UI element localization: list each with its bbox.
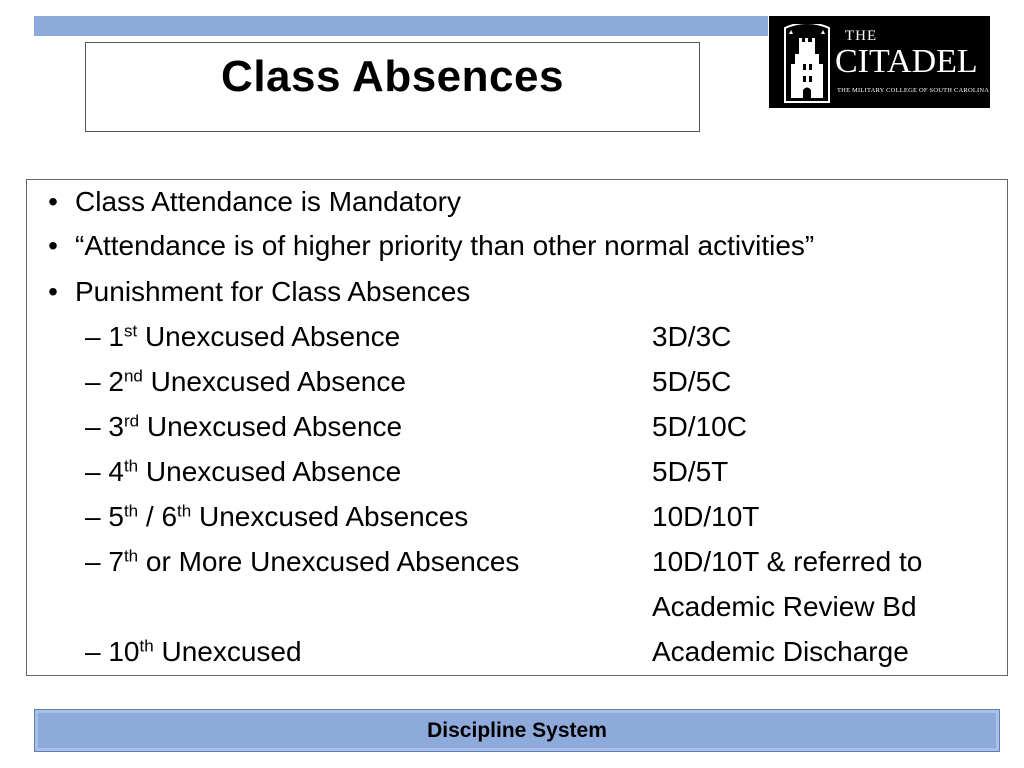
dash-icon: –	[85, 411, 101, 442]
slide-title: Class Absences	[221, 52, 564, 101]
bullet-icon: •	[48, 186, 58, 217]
punishment-label	[85, 413, 402, 441]
offense-text: Unexcused Absence	[142, 366, 406, 397]
ordinal-number: 1	[108, 321, 124, 352]
ordinal-suffix: th	[123, 546, 139, 566]
top-accent-bar	[34, 16, 768, 36]
penalty-text: 5D/10C	[652, 411, 747, 442]
bullet-icon: •	[48, 230, 58, 261]
offense-text: Unexcused Absences	[191, 501, 469, 532]
penalty-text: 5D/5T	[652, 456, 729, 487]
punishment-label	[85, 548, 519, 576]
logo-tagline: THE MILITARY COLLEGE OF SOUTH CAROLINA	[837, 87, 990, 94]
ordinal-number: 7	[108, 546, 124, 577]
dash-icon: –	[85, 501, 101, 532]
ordinal-suffix: st	[123, 321, 138, 341]
dash-icon: –	[85, 636, 101, 667]
footer-label: Discipline System	[427, 718, 607, 742]
ordinal-suffix: th	[139, 636, 154, 656]
ordinal-number: 4	[108, 456, 124, 487]
penalty-text: 5D/5C	[652, 366, 732, 397]
ordinal-number: / 6	[138, 501, 178, 532]
dash-icon: –	[85, 546, 101, 577]
ordinal-suffix: rd	[123, 411, 140, 431]
penalty-text: 10D/10T	[652, 501, 760, 532]
ordinal-number: 2	[108, 366, 124, 397]
ordinal-suffix: th	[123, 456, 139, 476]
offense-text: Unexcused	[153, 636, 302, 667]
bullet-text: Class Attendance is Mandatory	[75, 186, 461, 217]
citadel-logo	[769, 16, 990, 108]
content-box	[26, 179, 1008, 676]
punishment-label	[85, 503, 468, 531]
ordinal-number: 3	[108, 411, 124, 442]
ordinal-number: 5	[108, 501, 124, 532]
penalty-text: Academic Review Bd	[652, 591, 917, 622]
title-box	[85, 42, 700, 132]
citadel-tower-icon	[781, 24, 833, 104]
punishment-label	[85, 323, 400, 351]
dash-icon: –	[85, 321, 101, 352]
ordinal-suffix: th	[123, 501, 139, 521]
offense-text: or More Unexcused Absences	[138, 546, 520, 577]
dash-icon: –	[85, 456, 101, 487]
offense-text: Unexcused Absence	[137, 321, 401, 352]
penalty-text: Academic Discharge	[652, 636, 909, 667]
logo-the: THE	[845, 28, 878, 44]
penalty-text: 3D/3C	[652, 321, 732, 352]
penalty-text: 10D/10T & referred to	[652, 546, 923, 577]
bullet-text: Punishment for Class Absences	[75, 276, 471, 307]
punishment-label	[85, 638, 302, 666]
logo-wordmark: CITADEL	[835, 43, 978, 80]
bullet-item	[31, 278, 470, 306]
ordinal-number: 10	[108, 636, 140, 667]
footer-bar	[34, 709, 1000, 752]
ordinal-suffix: th	[177, 501, 192, 521]
ordinal-suffix: nd	[123, 366, 143, 386]
punishment-label	[85, 458, 401, 486]
dash-icon: –	[85, 366, 101, 397]
punishment-label	[85, 368, 406, 396]
bullet-item	[31, 188, 461, 216]
offense-text: Unexcused Absence	[138, 456, 402, 487]
offense-text: Unexcused Absence	[139, 411, 403, 442]
bullet-icon: •	[48, 276, 58, 307]
bullet-text: “Attendance is of higher priority than other normal activities”	[75, 230, 815, 261]
bullet-item	[31, 232, 814, 260]
